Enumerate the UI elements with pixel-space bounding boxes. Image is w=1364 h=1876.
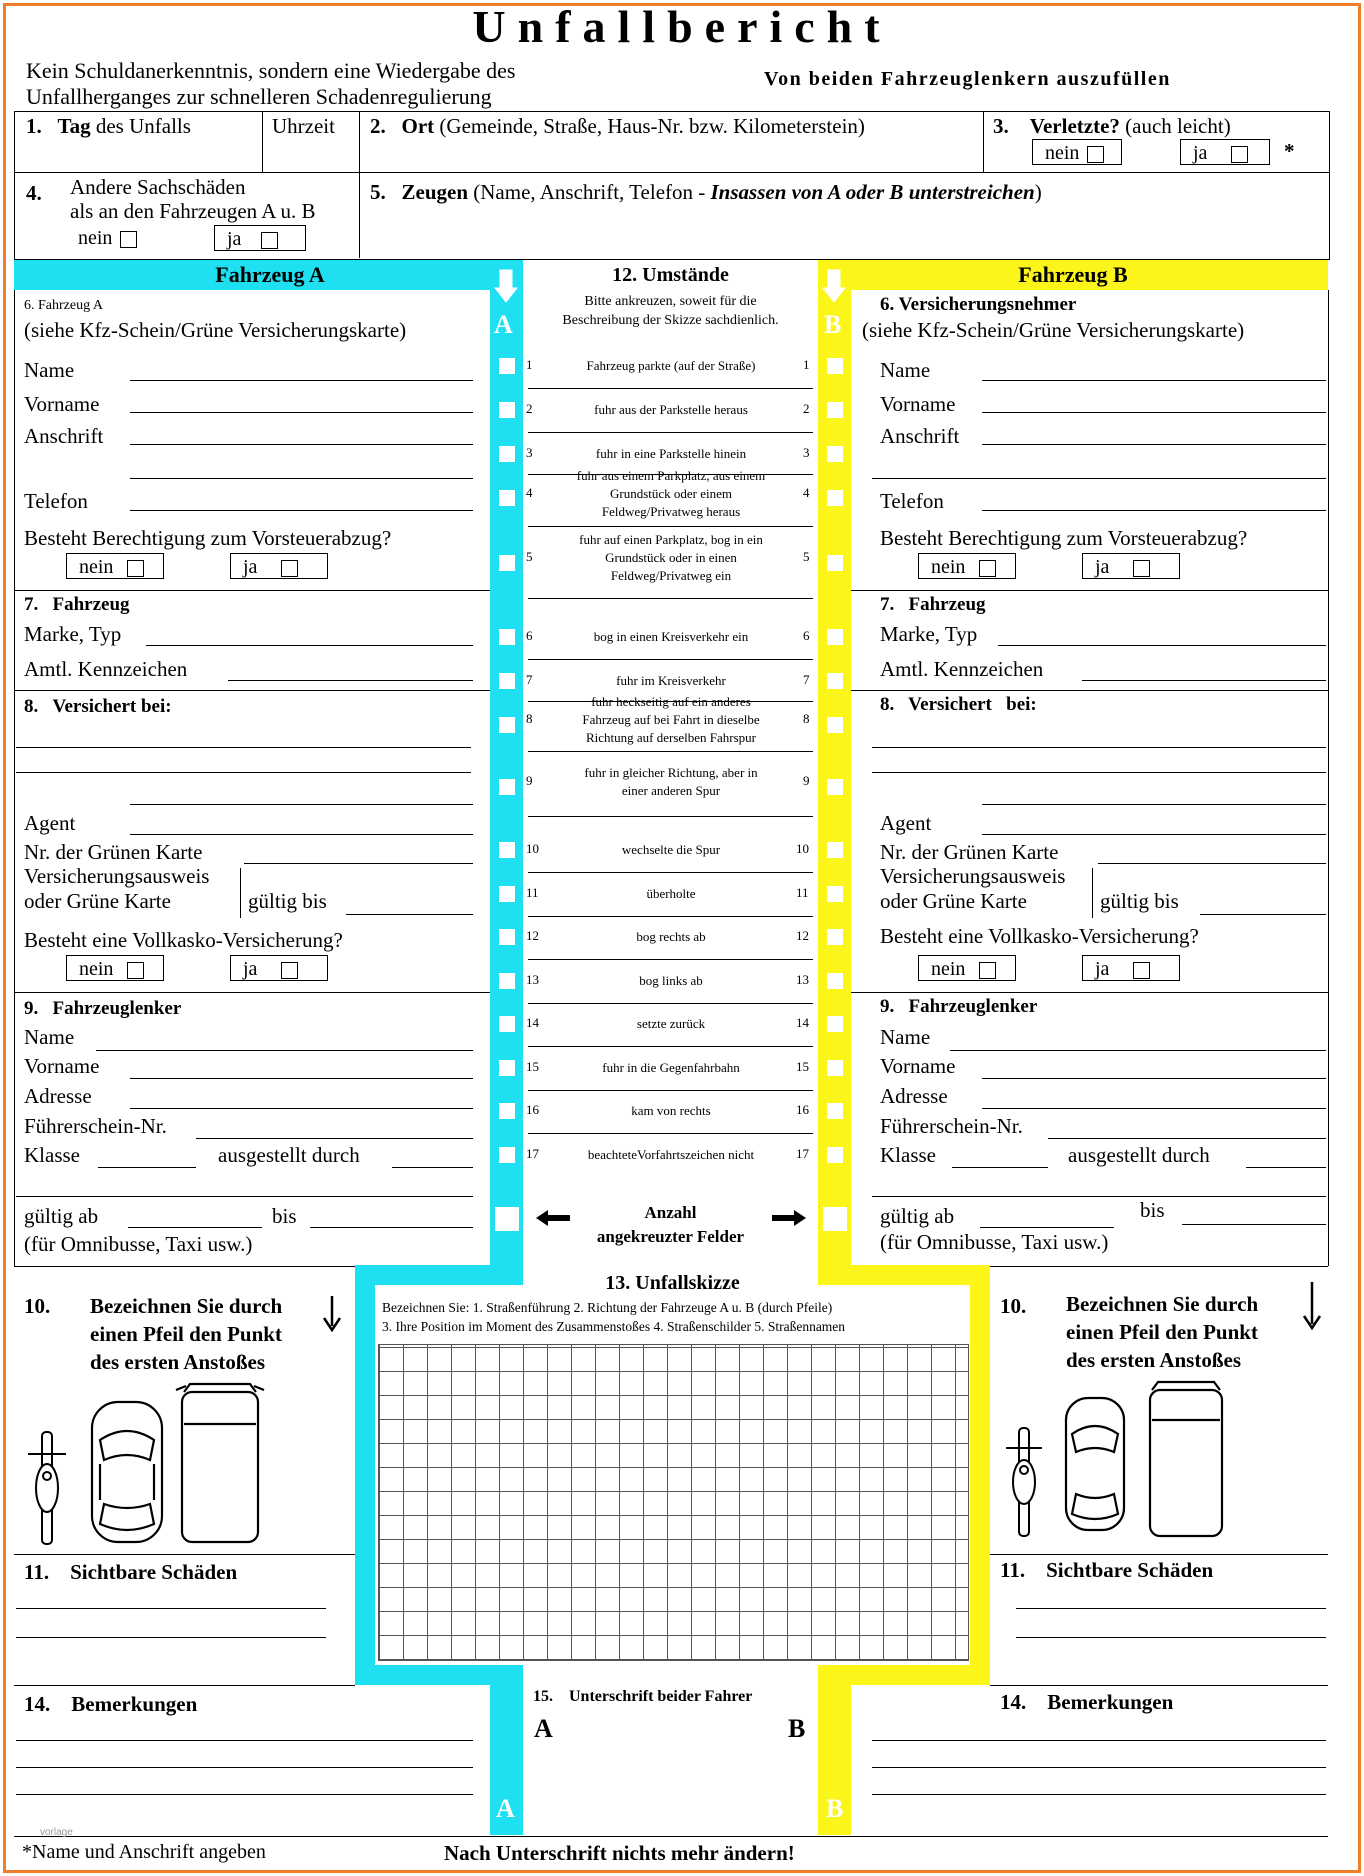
sec6-b-title: 6. Versicherungsnehmer bbox=[880, 294, 1077, 315]
sec10-b-line-3: des ersten Anstoßes bbox=[1066, 1348, 1242, 1372]
count-box-b[interactable] bbox=[823, 1207, 847, 1231]
b-anschrift-field[interactable] bbox=[982, 444, 1326, 445]
b-driver-name-label: Name bbox=[880, 1025, 931, 1049]
checkbox-b-14[interactable] bbox=[827, 1016, 843, 1032]
motorcycle-icon bbox=[1006, 1428, 1042, 1536]
arrow-down-a-icon bbox=[494, 268, 518, 308]
b-damage-field-2[interactable] bbox=[1016, 1637, 1326, 1638]
a-kennzeichen-label: Amtl. Kennzeichen bbox=[24, 657, 188, 681]
vehicle-diagram-b[interactable] bbox=[1000, 1374, 1236, 1540]
circumstance-number-left: 17 bbox=[526, 1146, 539, 1161]
circumstances-title: 12. Umstände bbox=[612, 264, 729, 286]
a-damage-field-1[interactable] bbox=[16, 1608, 326, 1609]
checkbox-a-7[interactable] bbox=[499, 673, 515, 689]
b-insurer-field-3[interactable] bbox=[982, 804, 1326, 805]
circumstance-separator bbox=[528, 526, 813, 527]
circumstance-number-left: 1 bbox=[526, 357, 533, 372]
checkbox-a-3[interactable] bbox=[499, 446, 515, 462]
count-label-1: Anzahl bbox=[644, 1203, 697, 1222]
arrow-down-small-a-icon bbox=[320, 1294, 344, 1334]
circumstance-text-12: bog rechts ab bbox=[636, 929, 706, 944]
circumstance-number-left: 13 bbox=[526, 972, 539, 987]
signature-b-label: B bbox=[788, 1714, 806, 1743]
checkbox-a-10[interactable] bbox=[499, 842, 515, 858]
a-vorsteuer-label: Besteht Berechtigung zum Vorsteuerabzug? bbox=[24, 526, 392, 550]
b-marke-label: Marke, Typ bbox=[880, 622, 978, 646]
b-gruene-label: Nr. der Grünen Karte bbox=[880, 840, 1059, 864]
a-vorname-field[interactable] bbox=[130, 412, 473, 413]
circumstance-text-10: wechselte die Spur bbox=[621, 842, 721, 857]
damage-no-checkbox[interactable]: nein bbox=[68, 225, 160, 251]
circumstance-separator bbox=[528, 959, 813, 960]
b-driver-vorname-field[interactable] bbox=[982, 1078, 1326, 1079]
vehicle-b-header: Fahrzeug B bbox=[1018, 262, 1128, 287]
signature-a-label: A bbox=[534, 1714, 553, 1743]
a-agent-label: Agent bbox=[24, 811, 76, 835]
a-agent-field[interactable] bbox=[130, 834, 473, 835]
b-remarks-field-1[interactable] bbox=[872, 1740, 1326, 1741]
sec6-a-sub: (siehe Kfz-Schein/Grüne Versicherungskarte) bbox=[24, 318, 407, 342]
circumstance-number-left: 5 bbox=[526, 549, 533, 564]
b-gueltig-ab-label: gültig ab bbox=[880, 1204, 955, 1228]
arrow-left-icon bbox=[534, 1208, 572, 1228]
b-gueltig-label: gültig bis bbox=[1100, 889, 1179, 913]
circumstance-number-left: 9 bbox=[526, 773, 533, 788]
b-vers-label-1: Versicherungsausweis bbox=[880, 864, 1066, 888]
sec10-a-num: 10. bbox=[24, 1294, 51, 1318]
a-marke-label: Marke, Typ bbox=[24, 622, 122, 646]
circumstance-number-left: 12 bbox=[526, 928, 539, 943]
watermark: vorlage bbox=[40, 1827, 73, 1838]
b-anschrift-field-2[interactable] bbox=[872, 478, 1326, 479]
sec10-b-num: 10. bbox=[1000, 1294, 1027, 1318]
sec8-b-title: 8. Versichert bei: bbox=[880, 694, 1037, 715]
circumstance-text-3: fuhr in eine Parkstelle hinein bbox=[595, 446, 747, 461]
checkbox-b-4[interactable] bbox=[827, 490, 843, 506]
b-driver-name-field[interactable] bbox=[950, 1050, 1326, 1051]
a-driver-vorname-field[interactable] bbox=[130, 1078, 473, 1079]
b-vollkasko-label: Besteht eine Vollkasko-Versicherung? bbox=[880, 924, 1199, 948]
band-letter-b-bottom: B bbox=[826, 1794, 844, 1823]
section-3-label: 3. Verletzte? (auch leicht) bbox=[993, 114, 1231, 138]
a-bis-field[interactable] bbox=[310, 1227, 473, 1228]
circumstance-number-left: 15 bbox=[526, 1059, 539, 1074]
circumstance-separator bbox=[528, 598, 813, 599]
checkbox-a-1[interactable] bbox=[499, 358, 515, 374]
checkbox-b-6[interactable] bbox=[827, 629, 843, 645]
b-insurer-field-2[interactable] bbox=[872, 772, 1326, 773]
b-klasse-label: Klasse bbox=[880, 1143, 936, 1167]
b-vers-label-2: oder Grüne Karte bbox=[880, 889, 1027, 913]
circumstance-number-left: 10 bbox=[526, 841, 539, 856]
checkbox-b-10[interactable] bbox=[827, 842, 843, 858]
circumstance-separator bbox=[528, 872, 813, 873]
circumstance-separator bbox=[528, 916, 813, 917]
a-driver-vorname-label: Vorname bbox=[24, 1054, 100, 1078]
sec11-b-title: 11. Sichtbare Schäden bbox=[1000, 1558, 1214, 1582]
circumstance-text-8: fuhr heckseitig auf ein anderes Fahrzeug auf bei Fahrt in dieselbe Richtung auf derselben Fahrspur bbox=[582, 694, 760, 745]
circumstance-text-11: überholte bbox=[646, 886, 696, 901]
section-1-label: 1. Tag des Unfalls bbox=[26, 114, 191, 138]
b-vorsteuer-yes[interactable]: ja bbox=[1082, 553, 1180, 579]
intro-line-2: Unfallherganges zur schnelleren Schadenregulierung bbox=[26, 84, 492, 109]
checkbox-a-16[interactable] bbox=[499, 1103, 515, 1119]
a-damage-field-2[interactable] bbox=[16, 1637, 326, 1638]
truck-icon bbox=[176, 1384, 264, 1542]
sec9-a-title: 9. Fahrzeuglenker bbox=[24, 998, 182, 1019]
signature-title: 15. Unterschrift beider Fahrer bbox=[533, 1688, 753, 1705]
a-fuehrer-field[interactable] bbox=[196, 1138, 473, 1139]
circumstance-number-right: 17 bbox=[796, 1146, 809, 1161]
b-ausgestellt-field[interactable] bbox=[1246, 1167, 1326, 1168]
a-insurer-field-2[interactable] bbox=[16, 772, 471, 773]
band-letter-b: B bbox=[824, 310, 842, 339]
damage-yes-checkbox[interactable]: ja bbox=[214, 225, 306, 251]
b-name-field[interactable] bbox=[982, 380, 1326, 381]
checkbox-a-5[interactable] bbox=[499, 555, 515, 571]
a-gueltig-ab-field[interactable] bbox=[128, 1227, 262, 1228]
checkbox-a-12[interactable] bbox=[499, 929, 515, 945]
sec9-b-title: 9. Fahrzeuglenker bbox=[880, 996, 1038, 1017]
circumstance-number-right: 3 bbox=[803, 445, 810, 460]
circumstance-text-7: fuhr im Kreisverkehr bbox=[616, 673, 726, 688]
b-klasse-field[interactable] bbox=[952, 1167, 1048, 1168]
a-ausgestellt-label: ausgestellt durch bbox=[218, 1143, 360, 1167]
a-remarks-field-1[interactable] bbox=[16, 1740, 473, 1741]
circumstance-number-right: 11 bbox=[796, 885, 809, 900]
circumstance-number-right: 8 bbox=[803, 711, 810, 726]
circumstance-text-1: Fahrzeug parkte (auf der Straße) bbox=[586, 358, 756, 373]
a-insurer-field-3[interactable] bbox=[130, 804, 473, 805]
circumstance-number-right: 13 bbox=[796, 972, 809, 987]
a-gruene-field[interactable] bbox=[244, 863, 473, 864]
sketch-grid[interactable] bbox=[378, 1344, 969, 1661]
checkbox-a-11[interactable] bbox=[499, 886, 515, 902]
a-anschrift-label: Anschrift bbox=[24, 424, 104, 448]
section-4-num: 4. bbox=[26, 181, 42, 205]
a-ausgestellt-field-2[interactable] bbox=[16, 1196, 473, 1197]
sec6-b-sub: (siehe Kfz-Schein/Grüne Versicherungskarte) bbox=[862, 318, 1245, 342]
page-title: Unfallbericht bbox=[472, 1, 892, 52]
a-vorsteuer-no[interactable]: nein bbox=[66, 553, 164, 579]
b-gueltig-field[interactable] bbox=[1200, 914, 1326, 915]
footnote: *Name und Anschrift angeben bbox=[22, 1841, 266, 1863]
a-gueltig-field[interactable] bbox=[346, 914, 473, 915]
section-4-line-1: Andere Sachschäden bbox=[70, 175, 246, 199]
car-icon bbox=[92, 1402, 162, 1542]
section-4-line-2: als an den Fahrzeugen A u. B bbox=[70, 199, 316, 223]
circumstance-number-right: 2 bbox=[803, 401, 810, 416]
circumstance-separator bbox=[528, 1003, 813, 1004]
circumstance-separator bbox=[528, 1046, 813, 1047]
signature-area[interactable] bbox=[523, 1740, 818, 1835]
circumstance-separator bbox=[528, 432, 813, 433]
circumstance-number-left: 16 bbox=[526, 1102, 539, 1117]
sec11-a-title: 11. Sichtbare Schäden bbox=[24, 1560, 238, 1584]
b-telefon-field[interactable] bbox=[982, 510, 1326, 511]
b-adresse-field[interactable] bbox=[982, 1108, 1326, 1109]
b-insurer-field-1[interactable] bbox=[872, 747, 1326, 748]
a-vorname-label: Vorname bbox=[24, 392, 100, 416]
motorcycle-icon bbox=[28, 1432, 66, 1544]
a-vers-label-1: Versicherungsausweis bbox=[24, 864, 210, 888]
circumstance-text-13: bog links ab bbox=[639, 973, 703, 988]
b-kennzeichen-label: Amtl. Kennzeichen bbox=[880, 657, 1044, 681]
b-vorname-label: Vorname bbox=[880, 392, 956, 416]
sec10-a-line-1: Bezeichnen Sie durch bbox=[90, 1294, 283, 1318]
circumstance-number-left: 8 bbox=[526, 711, 533, 726]
truck-icon bbox=[1150, 1382, 1222, 1536]
time-label: Uhrzeit bbox=[272, 114, 335, 138]
b-vollkasko-no[interactable]: nein bbox=[918, 955, 1016, 981]
circumstance-number-left: 6 bbox=[526, 628, 533, 643]
circumstance-text-5: fuhr auf einen Parkplatz, bog in ein Grundstück oder in einen Feldweg/Privatweg ein bbox=[579, 532, 763, 583]
checkbox-b-15[interactable] bbox=[827, 1060, 843, 1076]
sketch-instruction-1: Bezeichnen Sie: 1. Straßenführung 2. Richtung der Fahrzeuge A u. B (durch Pfeile) bbox=[382, 1300, 833, 1315]
a-ausgestellt-field[interactable] bbox=[392, 1167, 473, 1168]
section-5-label: 5. Zeugen (Name, Anschrift, Telefon - Insassen von A oder B unterstreichen) bbox=[370, 180, 1042, 204]
sec14-a-title: 14. Bemerkungen bbox=[24, 1692, 198, 1716]
checkbox-a-17[interactable] bbox=[499, 1147, 515, 1163]
b-vorname-field[interactable] bbox=[982, 412, 1326, 413]
a-vollkasko-no[interactable]: nein bbox=[66, 955, 164, 981]
checkbox-a-8[interactable] bbox=[499, 717, 515, 733]
a-telefon-field[interactable] bbox=[130, 510, 473, 511]
circumstance-number-right: 16 bbox=[796, 1102, 809, 1117]
circumstance-text-4: fuhr aus einem Parkplatz, aus einem Grundstück oder einem Feldweg/Privatweg heraus bbox=[576, 468, 766, 519]
circumstances-sub-1: Bitte ankreuzen, soweit für die bbox=[584, 294, 757, 309]
circumstance-number-left: 3 bbox=[526, 445, 533, 460]
b-remarks-field-3[interactable] bbox=[872, 1794, 1326, 1795]
arrow-down-b-icon bbox=[822, 268, 846, 308]
circumstance-text-6: bog in einen Kreisverkehr ein bbox=[593, 629, 749, 644]
circumstance-separator bbox=[528, 1090, 813, 1091]
sec7-b-title: 7. Fahrzeug bbox=[880, 594, 986, 615]
arrow-down-small-b-icon bbox=[1300, 1280, 1324, 1332]
circumstance-number-right: 5 bbox=[803, 549, 810, 564]
circumstance-separator bbox=[528, 816, 813, 817]
circumstance-separator bbox=[528, 1133, 813, 1134]
circumstance-number-right: 14 bbox=[796, 1015, 809, 1030]
checkbox-b-7[interactable] bbox=[827, 673, 843, 689]
a-insurer-field-1[interactable] bbox=[16, 747, 471, 748]
b-gueltig-ab-field[interactable] bbox=[980, 1227, 1114, 1228]
a-vollkasko-yes[interactable]: ja bbox=[230, 955, 328, 981]
circumstance-text-15: fuhr in die Gegenfahrbahn bbox=[602, 1060, 740, 1075]
circumstance-number-right: 9 bbox=[803, 773, 810, 788]
circumstance-number-right: 4 bbox=[803, 485, 810, 500]
checkbox-a-14[interactable] bbox=[499, 1016, 515, 1032]
car-icon bbox=[1066, 1398, 1124, 1530]
circumstances-sub-2: Beschreibung der Skizze sachdienlich. bbox=[562, 313, 779, 328]
circumstance-number-left: 7 bbox=[526, 672, 533, 687]
a-omnibus-label: (für Omnibusse, Taxi usw.) bbox=[24, 1232, 253, 1256]
a-klasse-field[interactable] bbox=[98, 1167, 196, 1168]
b-omnibus-label: (für Omnibusse, Taxi usw.) bbox=[880, 1230, 1109, 1254]
a-name-label: Name bbox=[24, 358, 75, 382]
circumstance-number-right: 7 bbox=[803, 672, 810, 687]
b-agent-field[interactable] bbox=[982, 834, 1326, 835]
count-label-2: angekreuzter Felder bbox=[596, 1227, 745, 1246]
b-name-label: Name bbox=[880, 358, 931, 382]
checkbox-b-17[interactable] bbox=[827, 1147, 843, 1163]
b-driver-vorname-label: Vorname bbox=[880, 1054, 956, 1078]
circumstance-text-9: fuhr in gleicher Richtung, aber in einer anderen Spur bbox=[584, 765, 758, 798]
b-adresse-label: Adresse bbox=[880, 1084, 948, 1108]
a-adresse-field[interactable] bbox=[130, 1108, 473, 1109]
checkbox-a-9[interactable] bbox=[499, 779, 515, 795]
footnote-star: * bbox=[1284, 139, 1295, 163]
section-2-label: 2. Ort (Gemeinde, Straße, Haus-Nr. bzw. Kilometerstein) bbox=[370, 114, 865, 138]
a-gueltig-label: gültig bis bbox=[248, 889, 327, 913]
b-kennzeichen-field[interactable] bbox=[1082, 680, 1326, 681]
band-letter-a-bottom: A bbox=[496, 1794, 515, 1823]
arrow-right-icon bbox=[770, 1208, 808, 1228]
a-gueltig-ab-label: gültig ab bbox=[24, 1204, 99, 1228]
checkbox-a-15[interactable] bbox=[499, 1060, 515, 1076]
b-ausgestellt-field-2[interactable] bbox=[872, 1196, 1326, 1197]
sketch-instruction-2: 3. Ihre Position im Moment des Zusammenstoßes 4. Straßenschilder 5. Straßennamen bbox=[382, 1319, 846, 1334]
circumstance-number-right: 6 bbox=[803, 628, 810, 643]
a-driver-name-label: Name bbox=[24, 1025, 75, 1049]
checkbox-b-13[interactable] bbox=[827, 973, 843, 989]
a-vers-label-2: oder Grüne Karte bbox=[24, 889, 171, 913]
sec6-a-label: 6. Fahrzeug A bbox=[24, 298, 103, 313]
band-letter-a: A bbox=[494, 310, 513, 339]
circumstance-text-14: setzte zurück bbox=[636, 1016, 706, 1031]
count-box-a[interactable] bbox=[495, 1207, 519, 1231]
a-adresse-label: Adresse bbox=[24, 1084, 92, 1108]
circumstance-separator bbox=[528, 659, 813, 660]
b-bis-field[interactable] bbox=[1182, 1224, 1326, 1225]
sketch-title: 13. Unfallskizze bbox=[605, 1272, 740, 1294]
checkbox-b-9[interactable] bbox=[827, 779, 843, 795]
sec7-a-title: 7. Fahrzeug bbox=[24, 594, 130, 615]
checkbox-b-16[interactable] bbox=[827, 1103, 843, 1119]
circumstance-separator bbox=[528, 388, 813, 389]
a-bis-label: bis bbox=[272, 1204, 297, 1228]
intro-line-1: Kein Schuldanerkenntnis, sondern eine Wiedergabe des bbox=[26, 58, 516, 83]
sec14-b-title: 14. Bemerkungen bbox=[1000, 1690, 1174, 1714]
b-agent-label: Agent bbox=[880, 811, 932, 835]
warning-text: Nach Unterschrift nichts mehr ändern! bbox=[444, 1841, 795, 1865]
circumstance-text-17: beachteteVorfahrtszeichen nicht bbox=[587, 1147, 755, 1162]
circumstance-number-left: 2 bbox=[526, 401, 533, 416]
a-klasse-label: Klasse bbox=[24, 1143, 80, 1167]
checkbox-a-4[interactable] bbox=[499, 490, 515, 506]
injured-no-checkbox[interactable]: nein bbox=[1032, 139, 1122, 165]
checkbox-b-3[interactable] bbox=[827, 446, 843, 462]
a-telefon-label: Telefon bbox=[24, 489, 88, 513]
a-anschrift-field[interactable] bbox=[130, 444, 473, 445]
b-fuehrer-field[interactable] bbox=[1048, 1138, 1326, 1139]
a-vorsteuer-yes[interactable]: ja bbox=[230, 553, 328, 579]
a-vollkasko-label: Besteht eine Vollkasko-Versicherung? bbox=[24, 928, 343, 952]
b-ausgestellt-label: ausgestellt durch bbox=[1068, 1143, 1210, 1167]
b-vorsteuer-no[interactable]: nein bbox=[918, 553, 1016, 579]
checkbox-b-8[interactable] bbox=[827, 717, 843, 733]
sec8-a-title: 8. Versichert bei: bbox=[24, 696, 172, 717]
checkbox-a-6[interactable] bbox=[499, 629, 515, 645]
sec10-a-line-2: einen Pfeil den Punkt bbox=[90, 1322, 282, 1346]
b-anschrift-label: Anschrift bbox=[880, 424, 960, 448]
b-marke-field[interactable] bbox=[998, 645, 1326, 646]
checkbox-b-12[interactable] bbox=[827, 929, 843, 945]
a-marke-field[interactable] bbox=[146, 645, 473, 646]
circumstance-text-16: kam von rechts bbox=[631, 1103, 711, 1118]
b-vollkasko-yes[interactable]: ja bbox=[1082, 955, 1180, 981]
circumstance-number-left: 4 bbox=[526, 485, 533, 500]
a-driver-name-field[interactable] bbox=[96, 1050, 473, 1051]
circumstance-number-right: 15 bbox=[796, 1059, 809, 1074]
checkbox-b-1[interactable] bbox=[827, 358, 843, 374]
checkbox-b-5[interactable] bbox=[827, 555, 843, 571]
circumstance-number-left: 14 bbox=[526, 1015, 539, 1030]
b-vorsteuer-label: Besteht Berechtigung zum Vorsteuerabzug? bbox=[880, 526, 1248, 550]
vehicle-a-header: Fahrzeug A bbox=[215, 262, 325, 287]
b-bis-label: bis bbox=[1140, 1198, 1165, 1222]
a-remarks-field-3[interactable] bbox=[16, 1794, 473, 1795]
b-damage-field-1[interactable] bbox=[1016, 1608, 1326, 1609]
checkbox-b-2[interactable] bbox=[827, 402, 843, 418]
b-gruene-field[interactable] bbox=[1098, 863, 1326, 864]
a-kennzeichen-field[interactable] bbox=[228, 680, 473, 681]
a-gruene-label: Nr. der Grünen Karte bbox=[24, 840, 203, 864]
checkbox-b-11[interactable] bbox=[827, 886, 843, 902]
b-remarks-field-2[interactable] bbox=[872, 1767, 1326, 1768]
sec10-b-line-2: einen Pfeil den Punkt bbox=[1066, 1320, 1258, 1344]
a-anschrift-field-2[interactable] bbox=[130, 478, 473, 479]
circumstance-number-right: 1 bbox=[803, 357, 810, 372]
a-name-field[interactable] bbox=[130, 380, 473, 381]
checkbox-a-2[interactable] bbox=[499, 402, 515, 418]
b-telefon-label: Telefon bbox=[880, 489, 944, 513]
circumstance-number-right: 10 bbox=[796, 841, 809, 856]
circumstance-number-right: 12 bbox=[796, 928, 809, 943]
circumstance-separator bbox=[528, 751, 813, 752]
circumstance-text-2: fuhr aus der Parkstelle heraus bbox=[594, 402, 748, 417]
sec10-a-line-3: des ersten Anstoßes bbox=[90, 1350, 266, 1374]
sec10-b-line-1: Bezeichnen Sie durch bbox=[1066, 1292, 1259, 1316]
checkbox-a-13[interactable] bbox=[499, 973, 515, 989]
a-remarks-field-2[interactable] bbox=[16, 1767, 473, 1768]
b-fuehrer-label: Führerschein-Nr. bbox=[880, 1114, 1023, 1138]
a-fuehrer-label: Führerschein-Nr. bbox=[24, 1114, 167, 1138]
circumstance-number-left: 11 bbox=[526, 885, 539, 900]
fill-instruction: Von beiden Fahrzeuglenkern auszufüllen bbox=[764, 68, 1171, 90]
injured-yes-checkbox[interactable]: ja bbox=[1180, 139, 1270, 165]
vehicle-diagram-a[interactable] bbox=[24, 1380, 274, 1546]
